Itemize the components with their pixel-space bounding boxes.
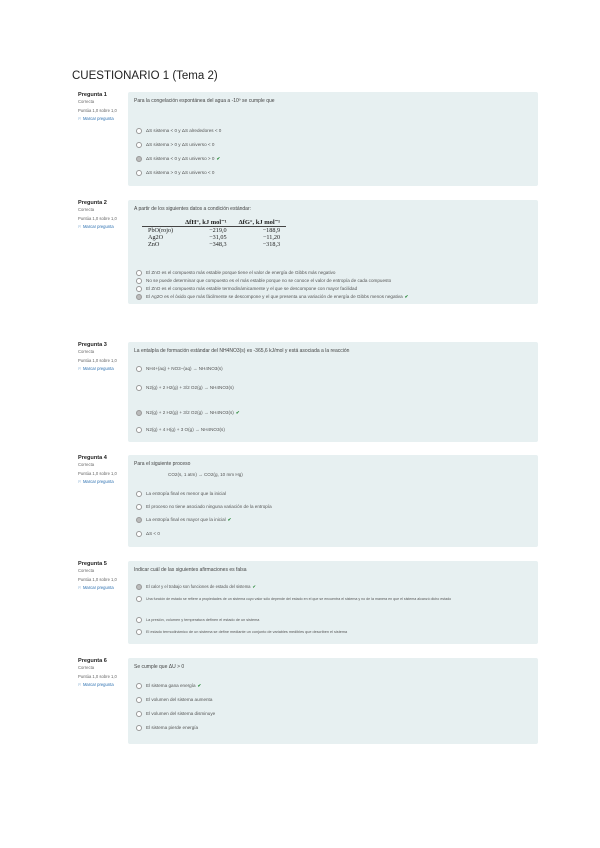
- answer-option[interactable]: La entropía final es menor que la inicial: [136, 491, 226, 497]
- answer-option[interactable]: La presión, volumen y temperatura definen el estado de un sistema: [136, 617, 259, 623]
- question-stem: Indicar cuál de las siguientes afirmaciones es falsa: [134, 567, 247, 573]
- radio-icon[interactable]: [136, 697, 142, 703]
- flag-icon: ⚐: [78, 224, 82, 230]
- question-info: [78, 455, 124, 485]
- radio-icon[interactable]: [136, 278, 142, 284]
- radio-icon[interactable]: [136, 491, 142, 497]
- answer-option[interactable]: El volumen del sistema disminuye: [136, 711, 215, 717]
- answer-option[interactable]: N2(g) + 2 H2(g) + 3/2 O2(g) → NH4NO3(s) ✔: [136, 410, 240, 416]
- answer-option[interactable]: El Ag2O es el óxido que más fácilmente se descompone y el que presenta una variación de energía de Gibbs menos negativa ✔: [136, 294, 409, 300]
- answer-option[interactable]: El ZnO es el compuesto más estable porque tiene el valor de energía de Gibbs más negativo: [136, 270, 335, 276]
- radio-icon[interactable]: [136, 170, 142, 176]
- radio-icon[interactable]: [136, 725, 142, 731]
- answer-option[interactable]: ΔS sistema < 0 y ΔS universo > 0 ✔: [136, 156, 220, 162]
- question-score: Puntúa 1,0 sobre 1,0: [78, 576, 117, 582]
- table-row: [142, 234, 286, 241]
- question-status: Correcta: [78, 568, 95, 573]
- question-status: Correcta: [78, 349, 95, 354]
- answer-option[interactable]: El sistema gana energía ✔: [136, 683, 201, 689]
- question-block: [78, 561, 538, 644]
- flag-icon: ⚐: [78, 366, 82, 372]
- answer-option[interactable]: ΔS < 0: [136, 531, 160, 537]
- question-stem: A partir de los siguientes datos a condición estándar:: [134, 206, 252, 212]
- answer-option[interactable]: El calor y el trabajo son funciones de estado del sistema ✔: [136, 584, 256, 590]
- question-block: [78, 455, 538, 547]
- question-score: Puntúa 1,0 sobre 1,0: [78, 673, 117, 679]
- flag-icon: ⚐: [78, 682, 82, 688]
- radio-icon[interactable]: [136, 711, 142, 717]
- radio-icon[interactable]: [136, 683, 142, 689]
- table-row: [142, 241, 286, 248]
- answer-option[interactable]: La entropía final es mayor que la inicial ✔: [136, 517, 232, 523]
- question-number: Pregunta 2: [78, 200, 107, 206]
- table-cell: −31,05: [209, 234, 227, 242]
- answer-option[interactable]: El proceso no tiene asociado ninguna variación de la entropía: [136, 504, 272, 510]
- radio-icon[interactable]: [136, 270, 142, 276]
- flag-question-link[interactable]: ⚐ Marcar pregunta: [78, 585, 114, 591]
- question-info: [78, 92, 124, 122]
- question-info: [78, 561, 124, 591]
- question-card: [128, 200, 538, 304]
- radio-icon[interactable]: [136, 385, 142, 391]
- check-icon: ✔: [235, 410, 240, 416]
- answer-option[interactable]: NH4+(aq) + NO3−(aq) → NH4NO3(s): [136, 366, 223, 372]
- flag-question-link[interactable]: ⚐ Marcar pregunta: [78, 224, 114, 230]
- radio-icon[interactable]: [136, 629, 142, 635]
- answer-option[interactable]: El volumen del sistema aumenta: [136, 697, 212, 703]
- check-icon: ✔: [197, 683, 202, 689]
- radio-icon[interactable]: [136, 617, 142, 623]
- check-icon: ✔: [252, 584, 257, 590]
- question-score: Puntúa 1,0 sobre 1,0: [78, 470, 117, 476]
- flag-icon: ⚐: [78, 585, 82, 591]
- question-block: [78, 92, 538, 186]
- thermo-data-table: [142, 218, 286, 249]
- answer-option[interactable]: ΔS sistema > 0 y ΔS universo < 0: [136, 142, 214, 148]
- table-cell: −348,3: [209, 241, 227, 249]
- question-block: [78, 342, 538, 442]
- radio-icon[interactable]: [136, 142, 142, 148]
- question-card: [128, 561, 538, 644]
- radio-icon[interactable]: [136, 584, 142, 590]
- question-stem: Para la congelación espontánea del agua a -10º se cumple que: [134, 98, 275, 104]
- answer-option[interactable]: ΔS sistema < 0 y ΔS alrededores < 0: [136, 128, 221, 134]
- question-number: Pregunta 1: [78, 92, 107, 98]
- question-score: Puntúa 1,0 sobre 1,0: [78, 107, 117, 113]
- flag-question-link[interactable]: ⚐ Marcar pregunta: [78, 116, 114, 122]
- question-info: [78, 658, 124, 688]
- check-icon: ✔: [216, 156, 221, 162]
- answer-option[interactable]: N2(g) + 4 H(g) + 3 O(g) → NH4NO3(s): [136, 427, 225, 433]
- question-stem: La entalpía de formación estándar del NH4NO3(s) es -365,6 kJ/mol y está asociada a la reacción: [134, 348, 350, 354]
- table-cell: −219,0: [209, 227, 227, 234]
- radio-icon[interactable]: [136, 128, 142, 134]
- answer-option[interactable]: N2(g) + 2 H2(g) + 3/2 O2(g) → NH4NO3(s): [136, 385, 234, 391]
- flag-icon: ⚐: [78, 116, 82, 122]
- radio-icon[interactable]: [136, 504, 142, 510]
- question-score: Puntúa 1,0 sobre 1,0: [78, 215, 117, 221]
- question-card: [128, 658, 538, 744]
- question-number: Pregunta 6: [78, 658, 107, 664]
- answer-option[interactable]: Una función de estado se refiere a propiedades de un sistema cuyo valor sólo depende del estado en el que se encuentra el sistema y no de la manera en que el sistema alcanzó dicho estado: [136, 596, 536, 602]
- check-icon: ✔: [404, 294, 409, 300]
- answer-option[interactable]: El ZnO es el compuesto más estable termodinámicamente y el que se descompone con mayor facilidad: [136, 286, 357, 292]
- table-row: [142, 227, 286, 235]
- flag-question-link[interactable]: ⚐ Marcar pregunta: [78, 479, 114, 485]
- radio-icon[interactable]: [136, 531, 142, 537]
- question-status: Correcta: [78, 665, 95, 670]
- question-stem: Para el siguiente proceso: [134, 461, 191, 467]
- table-cell: PbO(rojo): [148, 227, 174, 234]
- table-header: [142, 218, 179, 227]
- table-cell: −318,3: [262, 241, 281, 249]
- reaction-equation: CO2(s, 1 atm) → CO2(g, 10 mm Hg): [168, 472, 243, 477]
- question-card: [128, 342, 538, 442]
- radio-icon[interactable]: [136, 596, 142, 602]
- page-title: CUESTIONARIO 1 (Tema 2): [72, 70, 218, 82]
- flag-question-link[interactable]: ⚐ Marcar pregunta: [78, 682, 114, 688]
- question-info: [78, 200, 124, 230]
- radio-icon[interactable]: [136, 427, 142, 433]
- answer-option[interactable]: El estado termodinámico de un sistema se define mediante un conjunto de variables medibles que describen el sistema: [136, 629, 347, 635]
- table-header: ΔfG°, kJ mol⁻¹: [233, 218, 287, 227]
- question-number: Pregunta 4: [78, 455, 107, 461]
- table-cell: −11,20: [262, 234, 281, 242]
- table-header-row: [142, 218, 286, 227]
- table-cell: ZnO: [148, 241, 160, 249]
- question-stem: Se cumple que ΔU > 0: [134, 664, 185, 670]
- radio-icon[interactable]: [136, 517, 142, 523]
- question-card: [128, 92, 538, 186]
- question-status: Correcta: [78, 207, 95, 212]
- question-block: [78, 658, 538, 744]
- question-card: [128, 455, 538, 547]
- table-cell: Ag2O: [148, 234, 164, 242]
- answer-option[interactable]: ΔS sistema > 0 y ΔS universo < 0: [136, 170, 214, 176]
- radio-icon[interactable]: [136, 366, 142, 372]
- question-info: [78, 342, 124, 372]
- radio-icon[interactable]: [136, 286, 142, 292]
- check-icon: ✔: [227, 517, 232, 523]
- radio-icon[interactable]: [136, 410, 142, 416]
- question-status: Correcta: [78, 99, 95, 104]
- question-number: Pregunta 3: [78, 342, 107, 348]
- table-header: ΔfH°, kJ mol⁻¹: [179, 218, 233, 227]
- question-score: Puntúa 1,0 sobre 1,0: [78, 357, 117, 363]
- radio-icon[interactable]: [136, 294, 142, 300]
- table-cell: −188,9: [262, 227, 281, 234]
- question-block: [78, 200, 538, 304]
- radio-icon[interactable]: [136, 156, 142, 162]
- answer-option[interactable]: No se puede determinar que compuesto es el más estable porque no se conoce el valor de entropía de cada compuesto: [136, 278, 391, 284]
- question-status: Correcta: [78, 462, 95, 467]
- flag-icon: ⚐: [78, 479, 82, 485]
- question-number: Pregunta 5: [78, 561, 107, 567]
- answer-option[interactable]: El sistema pierde energía: [136, 725, 198, 731]
- flag-question-link[interactable]: ⚐ Marcar pregunta: [78, 366, 114, 372]
